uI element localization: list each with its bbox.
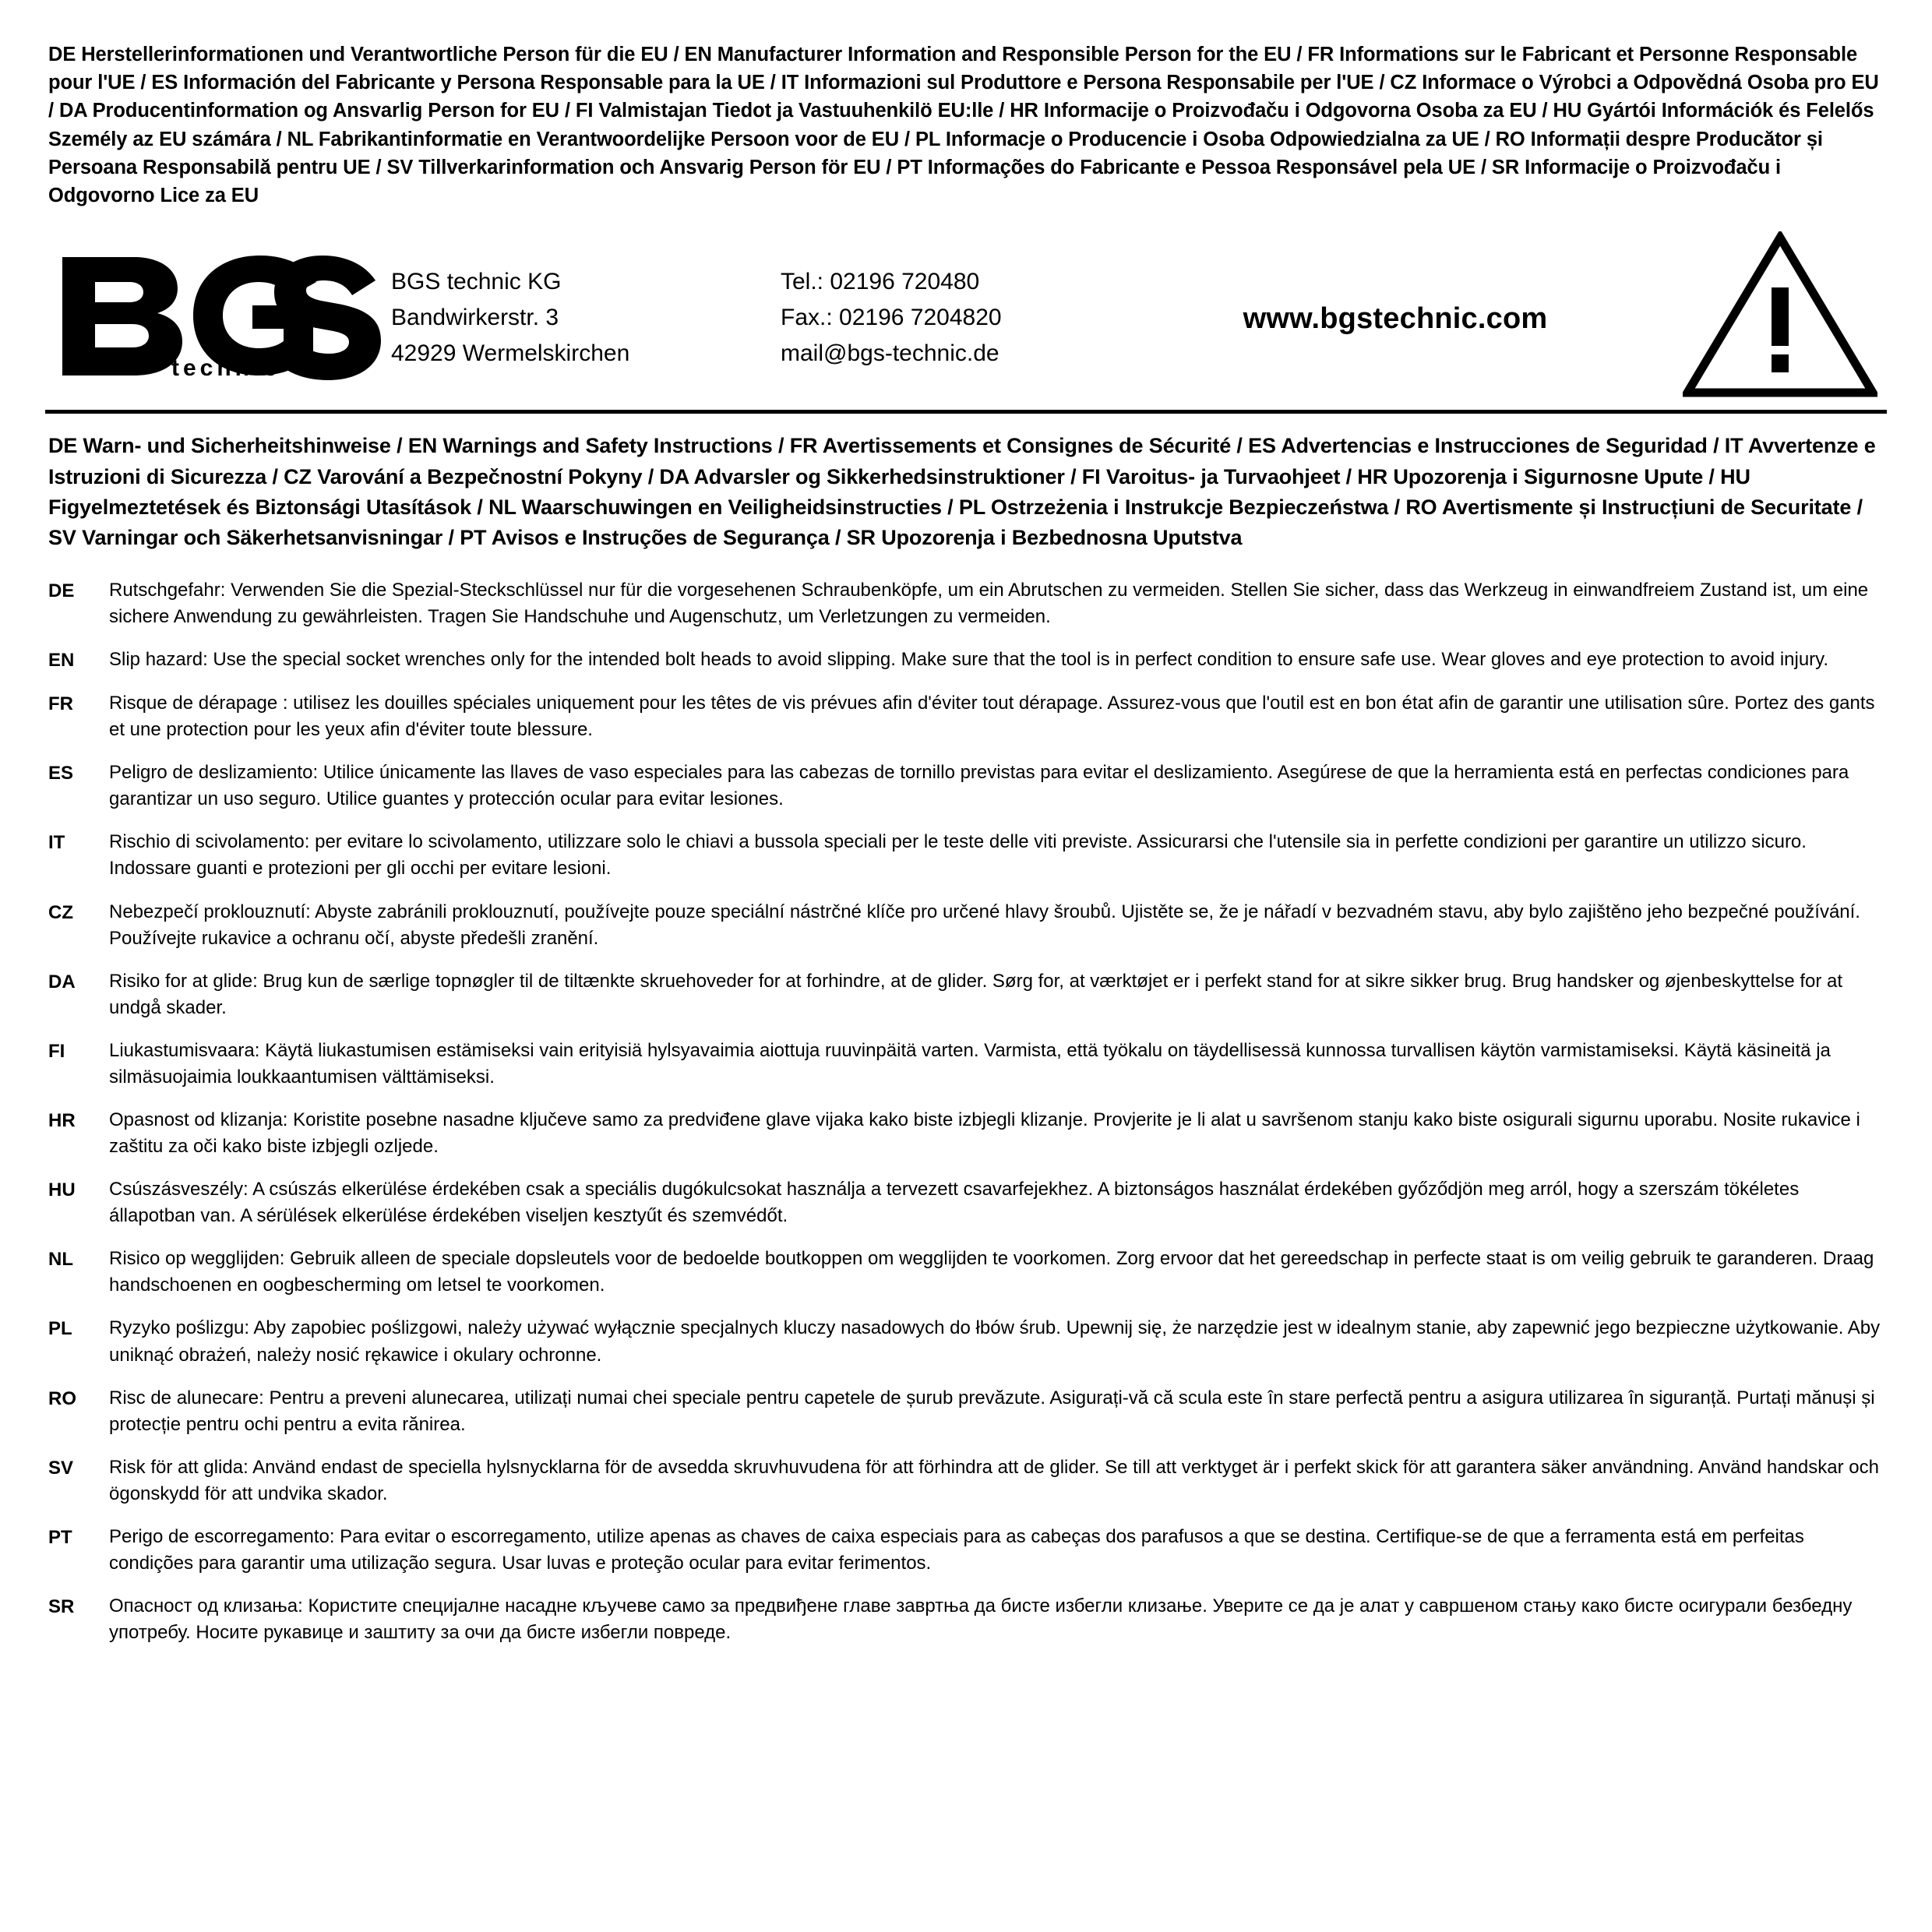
language-code: IT (48, 832, 65, 854)
language-code: ES (48, 763, 74, 784)
svg-text:technic: technic (171, 354, 281, 381)
language-code: HU (48, 1179, 76, 1201)
instruction-row-fr (48, 690, 1881, 743)
company-address (391, 259, 781, 372)
company-contact-block (45, 224, 1887, 414)
instruction-text: Risque de dérapage : utilisez les douilles spéciales uniquement pour les têtes de vis prévues afin d'éviter tout dérapage. Assurez-vous que l'outil est en bon état afin de garantir une utilisation sûre. Portez des gants et une protection pour les yeux afin d'éviter toute blessure. (109, 693, 1875, 741)
instruction-text: Peligro de deslizamiento: Utilice únicamente las llaves de vaso especiales para las cabezas de tornillo previstas para evitar el deslizamiento. Asegúrese de que la herramienta está en perfectas condiciones para garantizar un uso seguro. Utilice guantes y protección ocular para evitar lesiones. (109, 762, 1849, 810)
instruction-text: Csúszásveszély: A csúszás elkerülése érdekében csak a speciális dugókulcsokat használja a tervezett csavarfejekhez. A biztonságos használat érdekében győződjön meg arról, hogy a szerszám tökéletes állapotban van. A sérülések elkerülése érdekében viseljen kesztyűt és szemvédőt. (109, 1179, 1800, 1227)
instruction-text: Ryzyko poślizgu: Aby zapobiec poślizgowi, należy używać wyłącznie specjalnych kluczy nasadowych do łbów śrub. Upewnij się, że narzędzie jest w idealnym stanie, aby zapewnić jego bezpieczne użytkowanie. Aby uniknąć obrażeń, należy nosić rękawice i okulary ochronne. (109, 1317, 1881, 1366)
language-code: FR (48, 693, 73, 715)
company-city: 42929 Wermelskirchen (391, 340, 630, 366)
instruction-text: Опасност од клизања: Користите специјалне насадне кључеве само за предвиђене главе завртња да бисте избегли клизање. Уверите се да је алат у савршеном стању како бисте осигурали безбедну употребу. Носите рукавице и заштиту за очи да бисте избегли повреде. (109, 1595, 1853, 1644)
instruction-row-hu (48, 1176, 1881, 1229)
instruction-text: Rutschgefahr: Verwenden Sie die Spezial-Steckschlüssel nur für die vorgesehenen Schraubenköpfe, um ein Abrutschen zu vermeiden. Stellen Sie sicher, dass das Werkzeug in einwandfreiem Zustand ist, um eine sichere Anwendung zu gewährleisten. Tragen Sie Handschuhe und Augenschutz, um Verletzungen zu vermeiden. (109, 579, 1869, 627)
bgs-logo-icon (56, 249, 383, 382)
warning-triangle (1667, 231, 1882, 399)
company-tel: Tel.: 02196 720480 (781, 268, 980, 294)
language-code: DA (48, 971, 76, 992)
instruction-row-en (48, 647, 1881, 674)
language-code: RO (48, 1387, 76, 1409)
instruction-row-da (48, 968, 1881, 1021)
instruction-row-fi (48, 1038, 1881, 1091)
instruction-row-es (48, 760, 1881, 813)
language-code: FI (48, 1040, 65, 1062)
instruction-text: Liukastumisvaara: Käytä liukastumisen estämiseksi vain erityisiä hylsyavaimia aiottuja ruuvinpäitä varten. Varmista, että työkalu on täydellisessä kunnossa turvallisen käytön varmistamiseksi. Käytä käsineitä ja silmäsuojaimia loukkaantumisen välttämiseksi. (109, 1039, 1831, 1088)
instruction-text: Nebezpečí proklouznutí: Abyste zabránili proklouznutí, používejte pouze speciální nástrčné klíče pro určené hlavy šroubů. Ujistěte se, že je nářadí v bezvadném stavu, aby bylo zajištěno jeho bezpečné používání. Používejte rukavice a ochranu očí, abyste předešli zranění. (109, 901, 1860, 949)
instruction-text: Opasnost od klizanja: Koristite posebne nasadne ključeve samo za predviđene glave vijaka kako biste izbjegli klizanje. Provjerite je li alat u savršenom stanju kako biste osigurali sigurnu uporabu. Nosite rukavice i zaštitu za oči kako biste izbjegli ozljede. (109, 1109, 1860, 1158)
instruction-row-hr (48, 1107, 1881, 1160)
language-code: PL (48, 1318, 72, 1340)
language-code: NL (48, 1249, 73, 1271)
company-fax: Fax.: 02196 7204820 (781, 304, 1002, 330)
instruction-row-cz (48, 899, 1881, 952)
instruction-text: Risk för att glida: Använd endast de speciella hylsnycklarna för de avsedda skruvhuvudena för att förhindra att de glider. Se till att verktyget är i perfekt skick för att garantera säker användning. Använd handskar och ögonskydd för att undvika skador. (109, 1456, 1879, 1504)
instruction-text: Risc de alunecare: Pentru a preveni alunecarea, utilizați numai chei speciale pentru capetele de șurub prevăzute. Asigurați-vă că scula este în stare perfectă pentru a asigura utilizarea în siguranță. Purtați mănuși și protecție pentru ochi pentru a evita rănirea. (109, 1387, 1875, 1435)
company-email[interactable]: mail@bgs-technic.de (781, 340, 999, 366)
warning-triangle-icon (1683, 231, 1877, 399)
instruction-row-ro (48, 1385, 1881, 1438)
company-website[interactable]: www.bgstechnic.com (1243, 302, 1548, 336)
svg-text:®: ® (329, 253, 349, 284)
language-code: CZ (48, 901, 73, 923)
instruction-text: Slip hazard: Use the special socket wrenches only for the intended bolt heads to avoid slipping. Make sure that the tool is in perfect condition to ensure safe use. Wear gloves and eye protection to avoid injury. (109, 649, 1829, 670)
instruction-row-pl (48, 1315, 1881, 1368)
language-code: EN (48, 650, 75, 671)
language-code: SV (48, 1457, 74, 1479)
instruction-text: Perigo de escorregamento: Para evitar o escorregamento, utilize apenas as chaves de caixa especiais para as cabeças dos parafusos a que se destina. Certifique-se de que a ferramenta está em perfeitas condições para garantir uma utilização segura. Usar luvas e proteção ocular para evitar ferimentos. (109, 1525, 1804, 1574)
company-street: Bandwirkerstr. 3 (391, 304, 559, 330)
instruction-row-nl (48, 1246, 1881, 1299)
instruction-row-pt (48, 1524, 1881, 1577)
instruction-text: Risiko for at glide: Brug kun de særlige topnøgler til de tiltænkte skruehoveder for at forhindre, at de glider. Sørg for, at værktøjet er i perfekt stand for at sikre sikker brug. Brug handsker og øjenbeskyttelse for at undgå skader. (109, 970, 1843, 1018)
instruction-row-it (48, 829, 1881, 882)
company-contact (781, 259, 1123, 372)
instruction-text: Risico op wegglijden: Gebruik alleen de speciale dopsleutels voor de bedoelde boutkoppen om wegglijden te voorkomen. Zorg ervoor dat het gereedschap in perfecte staat is om veilig gebruik te garanderen. Draag handschoenen en oogbescherming om letsel te voorkomen. (109, 1248, 1874, 1296)
instruction-row-de (48, 577, 1881, 630)
language-code: HR (48, 1110, 76, 1132)
language-code: DE (48, 580, 75, 601)
instruction-row-sv (48, 1454, 1881, 1507)
warnings-heading: DE Warn- und Sicherheitshinweise / EN Warnings and Safety Instructions / FR Avertissements et Consignes de Sécurité / ES Advertencias e Instrucciones de Seguridad / IT Avvertenze e Istruzioni di Sicurezza / CZ Varování a Bezpečnostní Pokyny / DA Advarsler og Sikkerhedsinstruktioner / FI Varoitus- ja Turvaohjeet / HR Upozorenja i Sigurnosne Upute / HU Figyelmeztetések és Biztonsági Utasítások / NL Waarschuwingen en Veiligheidsinstructies / PL Ostrzeżenia i Instrukcje Bezpieczeństwa / RO Avertismente și Instrucțiuni de Securitate / SV Varningar och Säkerhetsanvisningar / PT Avisos e Instruções de Segurança / SR Upozorenja i Bezbednosna Uputstva (48, 434, 1876, 550)
company-name: BGS technic KG (391, 268, 562, 294)
manufacturer-info-heading: DE Herstellerinformationen und Verantwortliche Person für die EU / EN Manufacturer Information and Responsible Person for the EU / FR Informations sur le Fabricant et Personne Responsable pour l'UE / ES Información del Fabricante y Persona Responsable para la UE / IT Informazioni sul Produttore e Persona Responsabile per l'UE / CZ Informace o Výrobci a Odpovědná Osoba pro EU / DA Producentinformation og Ansvarlig Person for EU / FI Valmistajan Tiedot ja Vastuuhenkilö EU:lle / HR Informacije o Proizvođaču i Odgovorna Osoba za EU / HU Gyártói Információk és Felelős Személy az EU számára / NL Fabrikantinformatie en Verantwoordelijke Persoon voor de EU / PL Informacje o Producencie i Osoba Odpowiedzialna za UE / RO Informații despre Producător și Persoana Responsabilă pentru UE / SV Tillverkarinformation och Ansvarig Person för EU / PT Informações do Fabricante e Pessoa Responsável pela UE / SR Informacije o Proizvođaču i Odgovorno Lice za EU (48, 44, 1879, 207)
instruction-text: Rischio di scivolamento: per evitare lo scivolamento, utilizzare solo le chiavi a bussola speciali per le teste delle viti previste. Assicurarsi che l'utensile sia in perfette condizioni per garantire un utilizzo sicuro. Indossare guanti e protezioni per gli occhi per evitare lesioni. (109, 831, 1807, 880)
language-code: PT (48, 1526, 72, 1548)
language-code: SR (48, 1596, 75, 1618)
instruction-row-sr (48, 1593, 1881, 1646)
bgs-logo (50, 249, 391, 382)
instructions-list (45, 577, 1887, 1646)
